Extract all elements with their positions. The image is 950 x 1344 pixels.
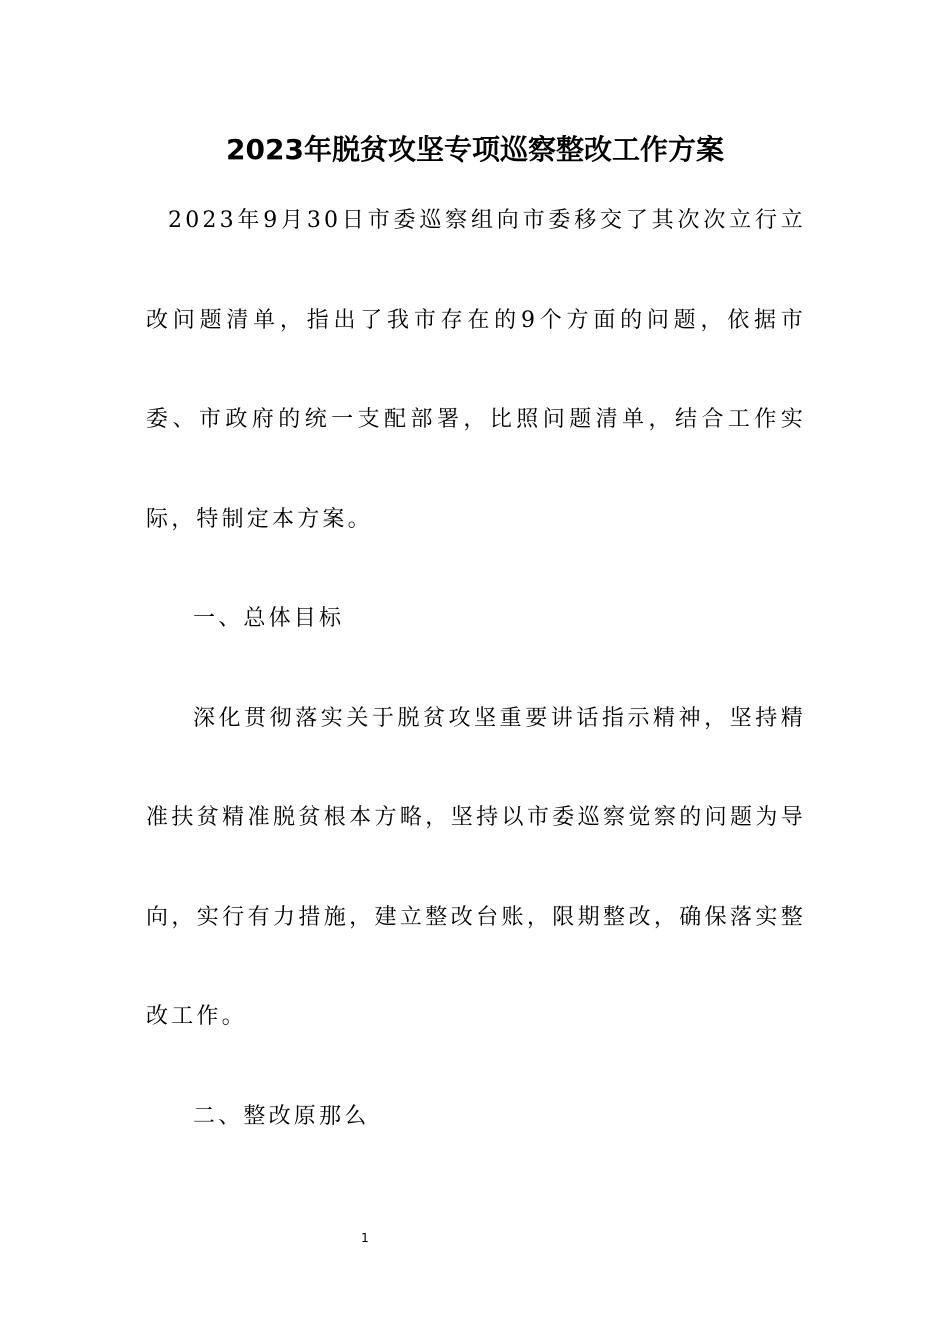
paragraph-objectives: 深化贯彻落实关于脱贫攻坚重要讲话指示精神，坚持精准扶贫精准脱贫根本方略，坚持以市委巡察觉察的问题为导向，实行有力措施，建立整改台账，限期整改，确保落实整改工作。: [146, 705, 806, 1029]
paragraph-intro: 2023年9月30日市委巡察组向市委移交了其次次立行立改问题清单，指出了我市存在的9个方面的问题，依据市委、市政府的统一支配部署，比照问题清单，结合工作实际，特制定本方案。: [146, 208, 806, 532]
document-title: 2023年脱贫攻坚专项巡察整改工作方案: [226, 133, 724, 166]
section-heading-2: 二、整改原那么: [193, 1103, 370, 1129]
section-heading-1: 一、总体目标: [193, 606, 345, 631]
page-number: 1: [361, 1231, 369, 1245]
document-body: [146, 171, 806, 1166]
